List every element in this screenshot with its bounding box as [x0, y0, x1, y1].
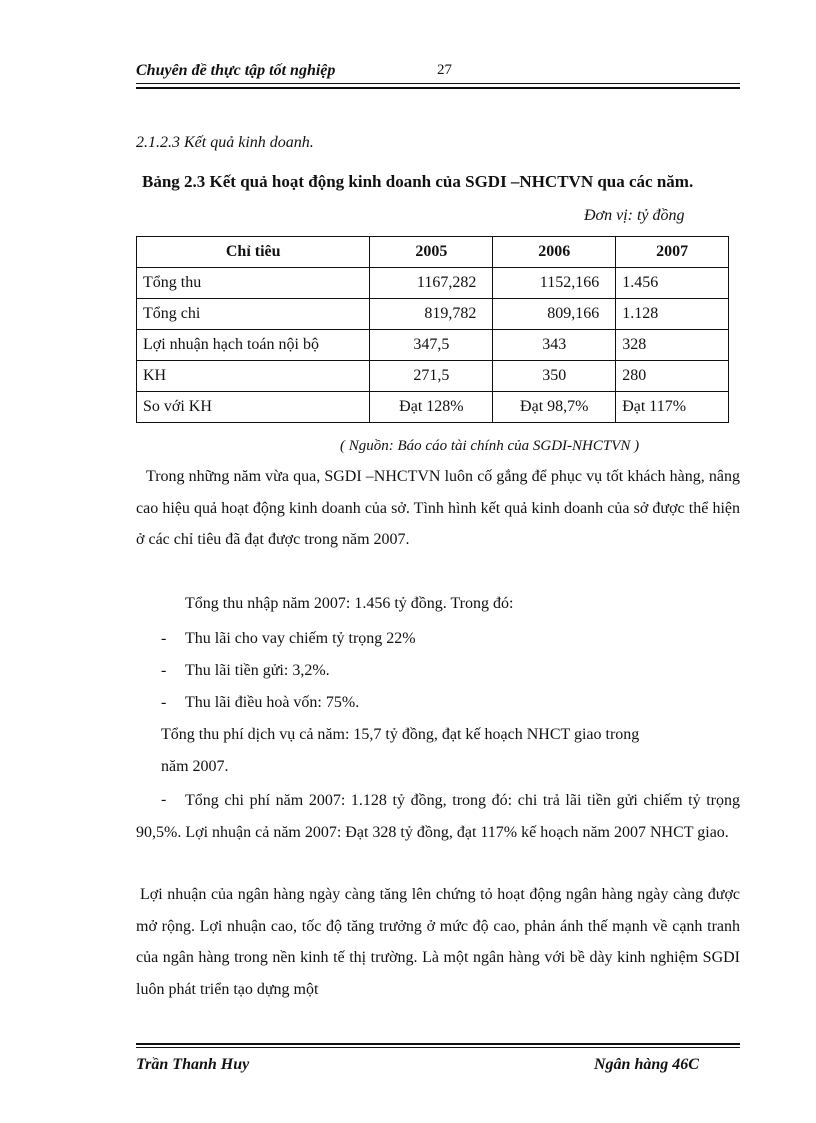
- intro-paragraph: Trong những năm vừa qua, SGDI –NHCTVN luôn cố gắng để phục vụ tốt khách hàng, nâng cao hiệu quả hoạt động kinh doanh của sở. Tình hình kết quả kinh doanh của sở được thể hiện ở các chỉ tiêu đã đạt được trong năm 2007.: [136, 468, 740, 548]
- table-cell: Đạt 117%: [616, 392, 729, 423]
- profit-paragraph: Lợi nhuận của ngân hàng ngày càng tăng lên chứng tỏ hoạt động ngân hàng ngày càng được mở rộng. Lợi nhuận cao, tốc độ tăng trưởng ở mức độ cao, phản ánh thế mạnh về cạnh tranh của ngân hàng trong nền kinh tế thị trường. Là một ngân hàng với bề dày kinh nghiệm SGDI luôn phát triển tạo dựng một: [136, 886, 740, 998]
- row-label: Tổng thu: [137, 268, 370, 299]
- table-cell: 819,782: [370, 299, 493, 330]
- table-cell: 347,5: [370, 330, 493, 361]
- row-label: KH: [137, 361, 370, 392]
- table-unit: Đơn vị: tỷ đồng: [584, 207, 685, 224]
- header-rule: [136, 83, 740, 84]
- footer-author: Trần Thanh Huy: [136, 1056, 250, 1073]
- row-label: Lợi nhuận hạch toán nội bộ: [137, 330, 370, 361]
- table-source: ( Nguồn: Báo cáo tài chính của SGDI-NHCTVN ): [340, 438, 640, 454]
- table-cell: 328: [616, 330, 729, 361]
- table-cell: Đạt 98,7%: [493, 392, 616, 423]
- column-header: 2007: [616, 237, 729, 268]
- row-label: Tổng chi: [137, 299, 370, 330]
- table-header-row: [137, 237, 729, 268]
- page-number: 27: [437, 62, 452, 78]
- table-cell: Đạt 128%: [370, 392, 493, 423]
- table-cell: 1.456: [616, 268, 729, 299]
- bullet-item: Thu lãi tiền gửi: 3,2%.: [185, 662, 330, 679]
- table-cell: 809,166: [493, 299, 616, 330]
- bullet-item: Thu lãi điều hoà vốn: 75%.: [185, 694, 360, 711]
- section-heading: 2.1.2.3 Kết quả kinh doanh.: [136, 134, 314, 151]
- footer-rule: [136, 1047, 740, 1048]
- table-cell: 1167,282: [370, 268, 493, 299]
- table-cell: 280: [616, 361, 729, 392]
- expense-paragraph: Tổng chi phí năm 2007: 1.128 tỷ đồng, trong đó: chi trả lãi tiền gửi chiếm tỷ trọng 90,5%. Lợi nhuận cả năm 2007: Đạt 328 tỷ đồng, đạt 117% kế hoạch năm 2007 NHCT giao.: [136, 792, 740, 841]
- table-cell: 350: [493, 361, 616, 392]
- header-title: Chuyên đề thực tập tốt nghiệp: [136, 62, 336, 79]
- bullet-item: Thu lãi cho vay chiếm tỷ trọng 22%: [185, 630, 416, 647]
- table-caption: Bảng 2.3 Kết quả hoạt động kinh doanh của SGDI –NHCTVN qua các năm.: [142, 172, 694, 191]
- table-row: [137, 361, 729, 392]
- table-row: [137, 268, 729, 299]
- row-label: So với KH: [137, 392, 370, 423]
- results-table: [136, 236, 729, 423]
- footer-rule-thick: [136, 1043, 740, 1045]
- header-rule-thick: [136, 87, 740, 89]
- column-header: 2005: [370, 237, 493, 268]
- table-row: [137, 392, 729, 423]
- table-cell: 1.128: [616, 299, 729, 330]
- footer-class: Ngân hàng 46C: [594, 1056, 699, 1073]
- table-cell: 343: [493, 330, 616, 361]
- total-income-line: Tổng thu nhập năm 2007: 1.456 tỷ đồng. Trong đó:: [185, 595, 514, 612]
- bullet-dash: -: [161, 662, 167, 679]
- service-fee-line: Tổng thu phí dịch vụ cả năm: 15,7 tỷ đồng, đạt kế hoạch NHCT giao trong: [161, 726, 640, 743]
- table-row: [137, 299, 729, 330]
- service-fee-line-cont: năm 2007.: [161, 758, 229, 775]
- table-cell: 271,5: [370, 361, 493, 392]
- column-header: 2006: [493, 237, 616, 268]
- bullet-dash: -: [161, 694, 167, 711]
- bullet-dash: -: [161, 791, 167, 808]
- table-cell: 1152,166: [493, 268, 616, 299]
- table-row: [137, 330, 729, 361]
- column-header: Chỉ tiêu: [137, 237, 370, 268]
- bullet-dash: -: [161, 630, 167, 647]
